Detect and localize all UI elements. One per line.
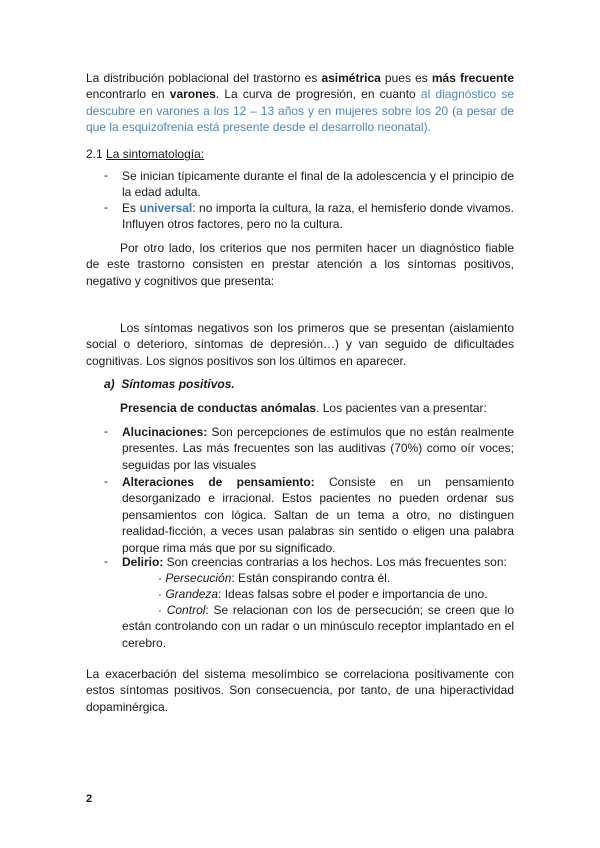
delirio-item (122, 602, 514, 651)
list-text-post: : no importa la cultura, la raza, el hemisferio donde vivamos. Influyen otros factores, pero no la cultura. (122, 201, 515, 232)
intro-bold-mas-frecuente: más frecuente (431, 71, 515, 85)
term-description: Consiste en un pensamiento desorganizado e irracional. Estos pacientes no pueden ordenar sus pensamientos con lógica. Saltan de un tema a otro, no distinguen realidad-ficción, a veces usan palabras sin sentido o eligen una palabra porque rima más que por su significado. (122, 475, 514, 555)
delirio-bullet: · (158, 571, 166, 585)
intro-text-3: encontrarlo en (86, 87, 170, 102)
list-dash: - (104, 200, 108, 214)
term-delirio: Delirio: (122, 555, 164, 569)
intro-text-2: pues es (380, 71, 432, 85)
intro-bold-asimetrica: asimétrica (321, 71, 381, 85)
delirio-grandeza: Grandeza (165, 587, 219, 601)
highlight-universal: universal (139, 201, 193, 215)
criterios-paragraph: Por otro lado, los criterios que nos permiten hacer un diagnóstico fiable de este trastorno consisten en prestar atención a los síntomas positivos, negativo y cognitivos que presenta: (86, 241, 514, 288)
subheading-marker: a) (104, 377, 115, 391)
delirio-item (158, 570, 514, 586)
delirio-item (158, 586, 514, 602)
page-number: 2 (86, 793, 93, 805)
delirio-text: : Están conspirando contra él. (231, 571, 391, 585)
list-dash: - (104, 554, 108, 568)
list-item-text: Se inician típicamente durante el final de la adolescencia y el principio de la edad adulta. (122, 169, 514, 200)
presencia-line (120, 400, 514, 416)
list-item-text (122, 424, 514, 473)
intro-blue-text: al diagnóstico se descubre en varones a los 12 – 13 años y en mujeres sobre los 20 (a pesar de que la esquizofrenia está presente desde el desarrollo neonatal). (86, 87, 515, 135)
term-alteraciones: Alteraciones de pensamiento: (122, 475, 315, 489)
subheading-title: Síntomas positivos. (121, 377, 235, 391)
section-number: 2.1 (86, 147, 107, 161)
delirio-text: : Ideas falsas sobre el poder e importancia de uno. (218, 587, 488, 601)
intro-text-1: La distribución poblacional del trastorno es (86, 71, 322, 85)
delirio-text: : Se relacionan con los de persecución; se creen que lo están controlando con un radar o un minúsculo receptor implantado en el cerebro. (122, 603, 514, 650)
list-dash: - (104, 424, 108, 438)
list-item-text (122, 474, 514, 556)
term-description: Son creencias contrarias a los hechos. Los más frecuentes son: (163, 555, 507, 569)
presencia-rest: . Los pacientes van a presentar: (316, 401, 487, 415)
list-dash: - (104, 474, 108, 488)
delirio-bullet: · (158, 603, 167, 617)
section-heading (86, 146, 514, 162)
term-description: Son percepciones de estímulos que no están realmente presentes. Las más frecuentes son las auditivas (70%) como oír voces; seguidas por las visuales (122, 425, 514, 472)
term-alucinaciones: Alucinaciones: (122, 425, 208, 439)
intro-text-4: . La curva de progresión, en cuanto (215, 87, 421, 102)
final-paragraph: La exacerbación del sistema mesolímbico se correlaciona positivamente con estos síntomas positivos. Son consecuencia, por tanto, de una hiperactividad dopaminérgica. (86, 667, 514, 714)
negativos-paragraph: Los síntomas negativos son los primeros que se presentan (aislamiento social o deterioro, síntomas de depresión…) y van seguido de dificultades cognitivas. Los signos positivos son los últimos en aparecer. (86, 321, 514, 368)
delirio-control: Control (166, 603, 206, 617)
delirio-persecucion: Persecución (165, 571, 232, 585)
section-title: La sintomatología: (106, 147, 205, 161)
delirio-bullet: · (158, 587, 166, 601)
intro-bold-varones: varones (169, 87, 216, 102)
intro-paragraph (86, 70, 514, 136)
list-item-text (122, 200, 514, 233)
list-text-pre: Es (122, 201, 140, 215)
presencia-bold: Presencia de conductas anómalas (120, 401, 317, 415)
subheading-positivos (104, 376, 514, 392)
list-item-text (122, 554, 514, 570)
list-dash: - (104, 168, 108, 182)
